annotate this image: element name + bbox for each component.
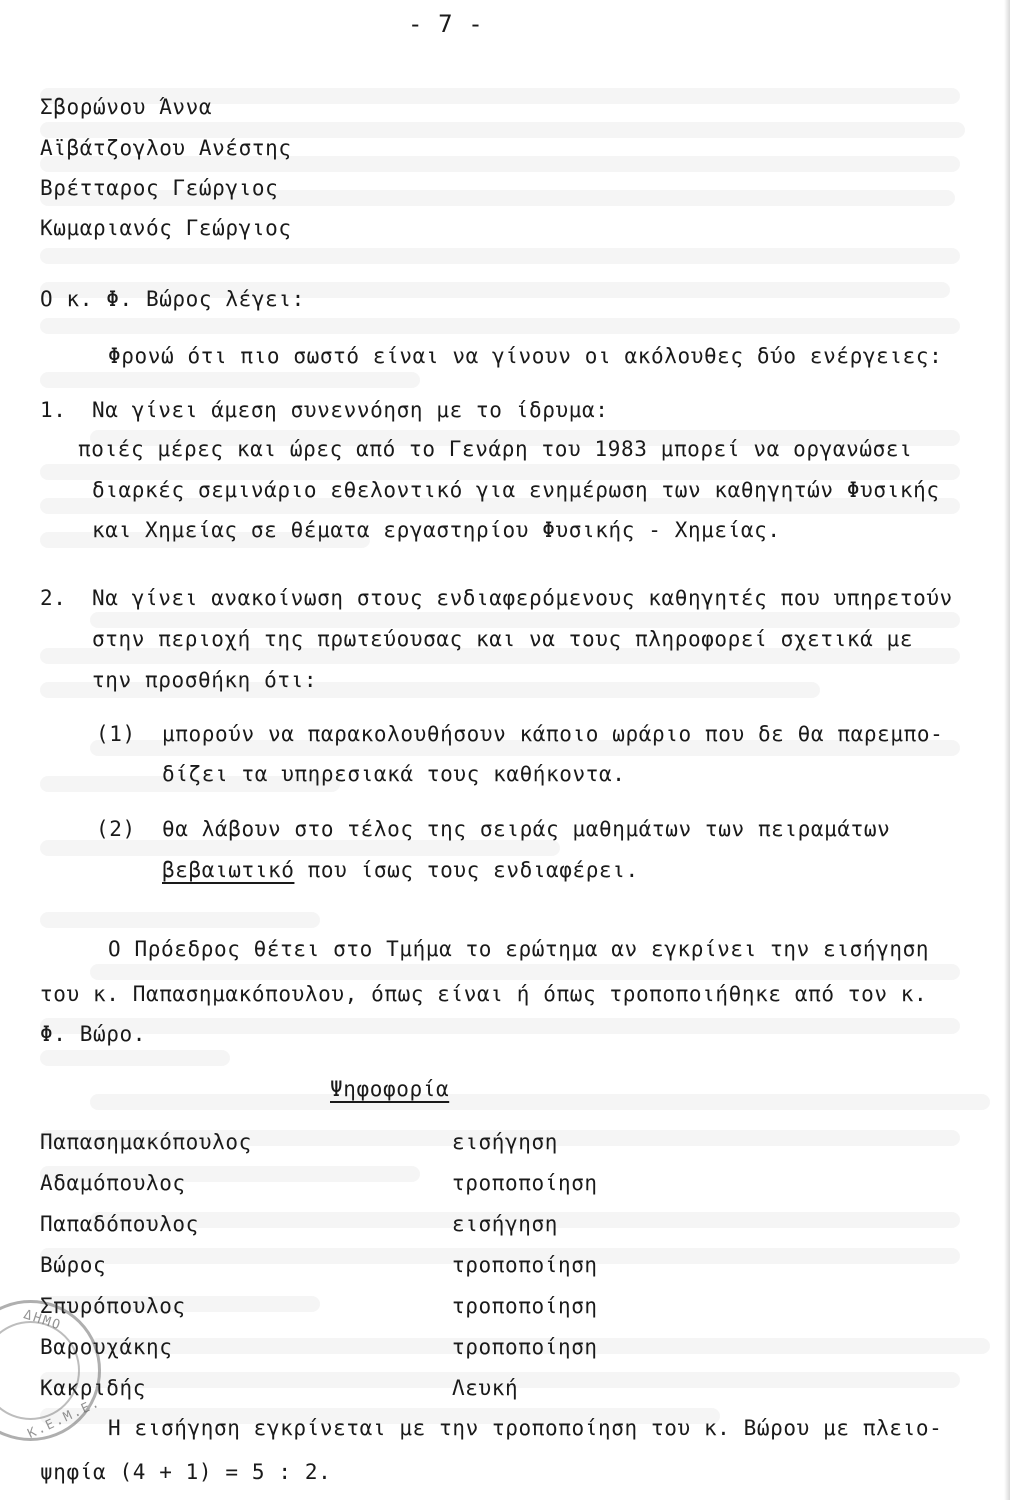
vote-value: τροποποίηση [452,1171,598,1195]
certificate-word: βεβαιωτικό [162,858,295,882]
page-edge-shadow [1004,0,1010,1500]
vote-value: τροποποίηση [452,1253,598,1277]
vote-value: εισήγηση [452,1130,558,1154]
item-2-text: Να γίνει ανακοίνωση στους ενδιαφερόμενους καθηγητές που υπηρετούν [92,586,953,610]
sub-item-2-number: (2) [96,817,136,841]
sub-item-2-text [162,856,639,884]
item-2-text: στην περιοχή της πρωτεύουσας και να τους πληροφορεί σχετικά με [92,627,914,651]
vote-name: Σπυρόπουλος [40,1294,186,1318]
vote-value: εισήγηση [452,1212,558,1236]
question-paragraph: Φ. Βώρο. [40,1022,146,1046]
name-line: Κωμαριανός Γεώργιος [40,216,292,240]
stamp-text: Κ.Ε.Μ.Ε. [25,1395,104,1442]
vote-value: τροποποίηση [452,1294,598,1318]
question-paragraph: Ο Πρόεδρος θέτει στο Τμήμα το ερώτημα αν εγκρίνει την εισήγηση [108,937,930,961]
item-1-text: και Χημείας σε θέματα εργαστηρίου Φυσικής - Χημείας. [92,518,781,542]
item-1-text: διαρκές σεμινάριο εθελοντικό για ενημέρωση των καθηγητών Φυσικής [92,478,940,502]
speaker-line: Ο κ. Φ. Βώρος λέγει: [40,287,305,311]
seal-stamp [0,1300,104,1442]
stamp-text: ΔΗΜΟ [21,1307,64,1334]
conclusion-paragraph: ψηφία (4 + 1) = 5 : 2. [40,1460,332,1484]
vote-name: Αδαμόπουλος [40,1171,186,1195]
sub-item-1-number: (1) [96,722,136,746]
vote-name: Παπαδόπουλος [40,1212,199,1236]
sub-item-1-text: δίζει τα υπηρεσιακά τους καθήκοντα. [162,762,626,786]
name-line: Σβορώνου Άννα [40,95,213,119]
item-2-text: την προσθήκη ότι: [92,668,318,692]
vote-value: Λευκή [452,1376,519,1400]
sub-item-2-rest: που ίσως τους ενδιαφέρει. [294,858,639,882]
vote-name: Βαρουχάκης [40,1335,173,1359]
name-line: Αϊβάτζογλου Ανέστης [40,136,292,160]
vote-title: Ψηφοφορία [330,1077,450,1101]
item-2-number: 2. [40,586,67,610]
name-line: Βρέτταρος Γεώργιος [40,176,279,200]
sub-item-2-text: θα λάβουν στο τέλος της σειράς μαθημάτων των πειραμάτων [162,817,891,841]
sub-item-1-text: μπορούν να παρακολουθήσουν κάποιο ωράριο που δε θα παρεμπο- [162,722,944,746]
vote-value: τροποποίηση [452,1335,598,1359]
vote-name: Κακριδής [40,1376,146,1400]
question-paragraph: του κ. Παπασημακόπουλου, όπως είναι ή όπως τροποποιήθηκε από τον κ. [40,982,928,1006]
intro-paragraph: Φρονώ ότι πιο σωστό είναι να γίνουν οι ακόλουθες δύο ενέργειες: [108,344,943,368]
vote-name: Παπασημακόπουλος [40,1130,252,1154]
vote-name: Βώρος [40,1253,107,1277]
item-1-text: Να γίνει άμεση συνεννόηση με το ίδρυμα: [92,398,609,422]
item-1-text: ποιές μέρες και ώρες από το Γενάρη του 1983 μπορεί να οργανώσει [78,437,913,461]
page-number: - 7 - [408,10,484,38]
conclusion-paragraph: Η εισήγηση εγκρίνεται με την τροποποίηση του κ. Βώρου με πλειο- [108,1416,943,1440]
item-1-number: 1. [40,398,67,422]
